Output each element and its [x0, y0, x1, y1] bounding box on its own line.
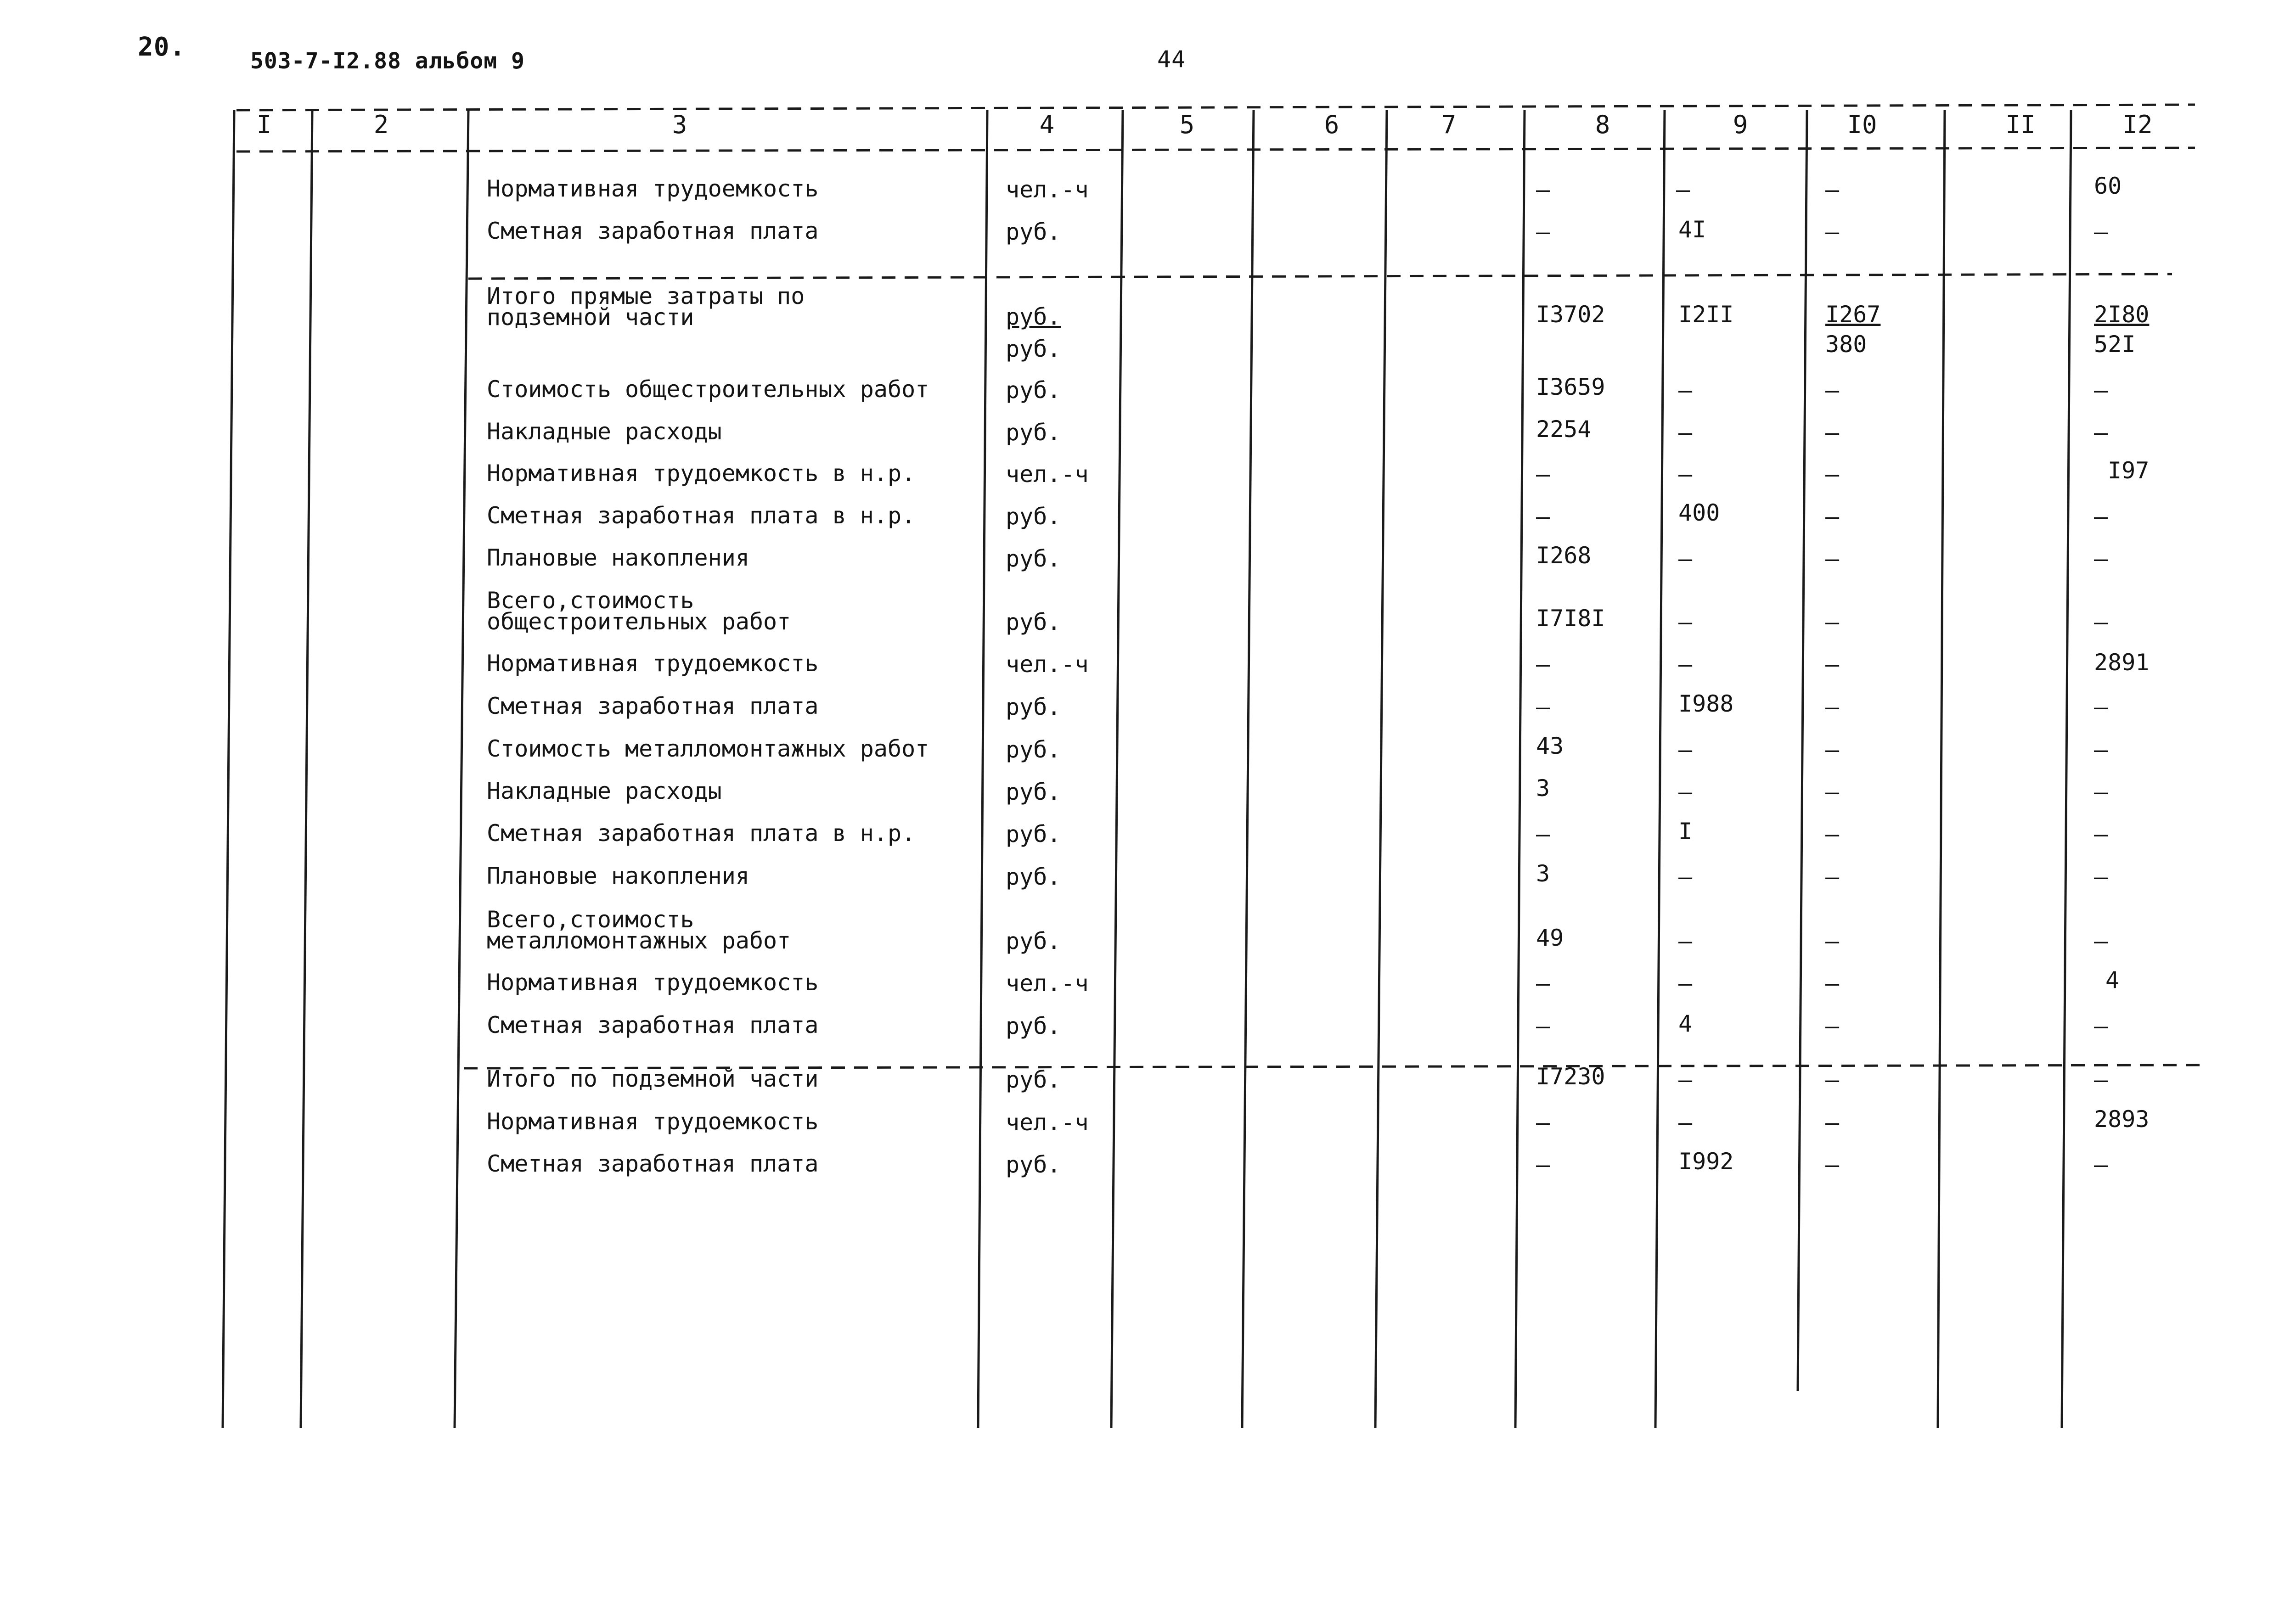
row-unit: руб. — [1006, 821, 1061, 847]
row-description: Итого прямые затраты по подземной части — [487, 283, 805, 331]
row-unit: руб. — [1006, 694, 1061, 720]
row-description: Сметная заработная плата — [487, 693, 819, 719]
row-description: Стоимость общестроительных работ — [487, 376, 929, 403]
row-unit: руб. — [1006, 219, 1061, 245]
row-value-col9: 4I — [1678, 216, 1706, 243]
row-value-col10: – — [1825, 419, 1840, 446]
row-value-col12: 60 — [2094, 173, 2122, 199]
row-value-col9: – — [1678, 970, 1693, 997]
row-unit: руб. — [1006, 303, 1061, 330]
column-number: 2 — [373, 110, 389, 139]
col-line-11 — [2062, 110, 2071, 1428]
row-unit: руб. — [1006, 1066, 1061, 1093]
column-number: 9 — [1733, 110, 1748, 139]
row-value-col8: I3659 — [1536, 374, 1605, 400]
row-description: Плановые накопления — [487, 863, 749, 889]
row-value-col10: – — [1825, 176, 1840, 203]
row-value-col10: – — [1825, 461, 1840, 488]
row-value-col10: – — [1825, 1151, 1840, 1178]
row-unit: руб. — [1006, 779, 1061, 805]
row-value-col12: 2I80 — [2094, 301, 2150, 328]
row-description: Всего,стоимость металломонтажных работ — [487, 906, 791, 954]
row-value-col9: 400 — [1678, 499, 1720, 526]
row-value-col10: – — [1825, 928, 1840, 954]
row-value-col10: – — [1825, 864, 1840, 890]
row-unit: руб. — [1006, 419, 1061, 446]
row-value-col10: – — [1825, 1066, 1840, 1093]
column-number: 8 — [1595, 110, 1610, 139]
row-description: Нормативная трудоемкость — [487, 650, 819, 677]
row-description: Нормативная трудоемкость — [487, 969, 819, 996]
row-unit: руб. — [1006, 736, 1061, 763]
row-value-col9: – — [1678, 609, 1693, 635]
row-unit: руб. — [1006, 503, 1061, 530]
row-description: Накладные расходы — [487, 778, 722, 804]
row-value-col8: – — [1536, 821, 1550, 847]
row-value-col10: – — [1825, 503, 1840, 530]
row-description: Сметная заработная плата — [487, 1012, 819, 1038]
row-description: Сметная заработная плата в н.р. — [487, 502, 916, 529]
row-value-col12: – — [2094, 377, 2108, 404]
column-number: I2 — [2122, 110, 2153, 139]
row-unit: руб. — [1006, 864, 1061, 890]
row-value-col12: – — [2094, 503, 2108, 530]
col-line-1 — [301, 110, 312, 1428]
row-description: Всего,стоимость общестроительных работ — [487, 587, 791, 635]
row-value-col9: – — [1678, 545, 1693, 572]
row-value-col9: 4 — [1678, 1010, 1693, 1037]
row-value-col9: – — [1678, 651, 1693, 678]
row-value-col12: – — [2094, 1013, 2108, 1039]
row-value-col8: – — [1536, 503, 1550, 530]
row-value-col8: – — [1536, 651, 1550, 678]
row-value-col10: – — [1825, 377, 1840, 404]
row-value-col9: – — [1678, 377, 1693, 404]
row-description: Итого по подземной части — [487, 1066, 819, 1092]
row-value-col12: – — [2094, 928, 2108, 954]
row-value-col12: – — [2094, 694, 2108, 720]
row-value-col12: – — [2094, 609, 2108, 635]
row-value-col8: – — [1536, 1151, 1550, 1178]
row-unit: чел.-ч — [1006, 1109, 1089, 1136]
row-value-col8: – — [1536, 1013, 1550, 1039]
row-value-col8: 43 — [1536, 733, 1564, 759]
row-unit: руб. — [1006, 377, 1061, 404]
row-value-col12: – — [2094, 219, 2108, 245]
row-unit: руб. — [1006, 609, 1061, 635]
row-value-col12: 2893 — [2094, 1106, 2150, 1133]
row-value-col10: – — [1825, 1013, 1840, 1039]
row-value-col12: – — [2094, 779, 2108, 805]
page-marker: 20. — [138, 32, 186, 62]
row-value-col8: I268 — [1536, 542, 1592, 569]
row-unit: чел.-ч — [1006, 651, 1089, 678]
row-value-col8: – — [1536, 1109, 1550, 1136]
row-value-col10: – — [1825, 821, 1840, 847]
row-value-col9: – — [1678, 1066, 1693, 1093]
row-value-col12: I97 — [2108, 457, 2150, 484]
row-value-col8: 49 — [1536, 925, 1564, 951]
row-value-col10: – — [1825, 1109, 1840, 1136]
column-number: 6 — [1324, 110, 1339, 139]
row-description: Стоимость металломонтажных работ — [487, 735, 929, 762]
row-value-col12: 4 — [2105, 967, 2120, 993]
col-line-4 — [1111, 110, 1123, 1428]
row-value-col9: – — [1678, 736, 1693, 763]
col-line-5 — [1242, 110, 1254, 1428]
column-number: I — [256, 110, 272, 139]
row-unit-secondary: руб. — [1006, 336, 1061, 362]
row-value-col10: I267 — [1825, 301, 1881, 328]
row-value-col8: I3702 — [1536, 301, 1605, 328]
row-value-col12: – — [2094, 821, 2108, 847]
row-value-col10: – — [1825, 779, 1840, 805]
row-value-col12: – — [2094, 1151, 2108, 1178]
row-value-col12: – — [2094, 545, 2108, 572]
row-value-col9: – — [1678, 864, 1693, 890]
row-value-col10: – — [1825, 736, 1840, 763]
row-value-col12-secondary: 52I — [2094, 331, 2136, 358]
row-description: Нормативная трудоемкость в н.р. — [487, 460, 916, 487]
row-value-col12: – — [2094, 419, 2108, 446]
row-value-col8: – — [1536, 219, 1550, 245]
row-unit: руб. — [1006, 1151, 1061, 1178]
row-value-col8: – — [1536, 176, 1550, 203]
row-value-col10: – — [1825, 609, 1840, 635]
row-value-col10: – — [1825, 545, 1840, 572]
row-description: Накладные расходы — [487, 418, 722, 445]
row-value-col8: 2254 — [1536, 416, 1592, 443]
row-value-col10: – — [1825, 970, 1840, 997]
row-unit: чел.-ч — [1006, 176, 1089, 203]
row-value-col8: I7I8I — [1536, 605, 1605, 632]
column-number: I0 — [1847, 110, 1877, 139]
row-value-col12: – — [2094, 1066, 2108, 1093]
column-number: 7 — [1441, 110, 1457, 139]
row-value-col9: I992 — [1678, 1148, 1734, 1175]
column-number: 4 — [1039, 110, 1055, 139]
row-value-col10-secondary: 380 — [1825, 331, 1867, 358]
col-line-8 — [1655, 110, 1665, 1428]
header-top-rule — [236, 105, 2195, 110]
row-value-col9: – — [1678, 419, 1693, 446]
row-unit: руб. — [1006, 928, 1061, 954]
row-value-col8: – — [1536, 694, 1550, 720]
column-number: 3 — [672, 110, 687, 139]
row-description: Сметная заработная плата — [487, 1150, 819, 1177]
row-description: Нормативная трудоемкость — [487, 175, 819, 202]
row-value-col8: – — [1536, 970, 1550, 997]
row-unit: руб. — [1006, 1013, 1061, 1039]
document-code: 503-7-I2.88 альбом 9 — [250, 48, 525, 74]
row-value-col9: – — [1678, 928, 1693, 954]
row-unit: чел.-ч — [1006, 970, 1089, 997]
row-value-col10: – — [1825, 651, 1840, 678]
col-line-6 — [1375, 110, 1387, 1428]
column-number: 5 — [1179, 110, 1195, 139]
row-value-col12: – — [2094, 736, 2108, 763]
header-bottom-rule — [236, 148, 2195, 151]
col-line-3 — [978, 110, 987, 1428]
row-value-col9: – — [1678, 779, 1693, 805]
row-unit: чел.-ч — [1006, 461, 1089, 488]
col-line-0 — [223, 110, 234, 1428]
row-description: Плановые накопления — [487, 544, 749, 571]
row-value-col8: – — [1536, 461, 1550, 488]
row-value-col12: – — [2094, 864, 2108, 890]
row-unit: руб. — [1006, 545, 1061, 572]
col-line-10 — [1938, 110, 1945, 1428]
subtotal-rule-1 — [468, 274, 2172, 279]
row-value-col9: – — [1678, 461, 1693, 488]
row-value-col9: – — [1678, 1109, 1693, 1136]
row-description: Сметная заработная плата — [487, 218, 819, 244]
col-line-2 — [455, 110, 468, 1428]
row-description: Нормативная трудоемкость — [487, 1108, 819, 1135]
col-line-7 — [1515, 110, 1525, 1428]
row-value-col9: – — [1676, 176, 1690, 203]
row-value-col9: I — [1678, 818, 1693, 845]
row-value-col10: – — [1825, 694, 1840, 720]
row-value-col8: I7230 — [1536, 1063, 1605, 1090]
row-value-col8: 3 — [1536, 775, 1550, 802]
column-number: II — [2005, 110, 2036, 139]
col-line-9 — [1798, 110, 1807, 1391]
page-number: 44 — [1157, 46, 1186, 73]
row-description: Сметная заработная плата в н.р. — [487, 820, 916, 847]
row-value-col10: – — [1825, 219, 1840, 245]
row-value-col9: I2II — [1678, 301, 1734, 328]
row-value-col12: 2891 — [2094, 649, 2150, 676]
row-value-col9: I988 — [1678, 690, 1734, 717]
row-value-col8: 3 — [1536, 860, 1550, 887]
